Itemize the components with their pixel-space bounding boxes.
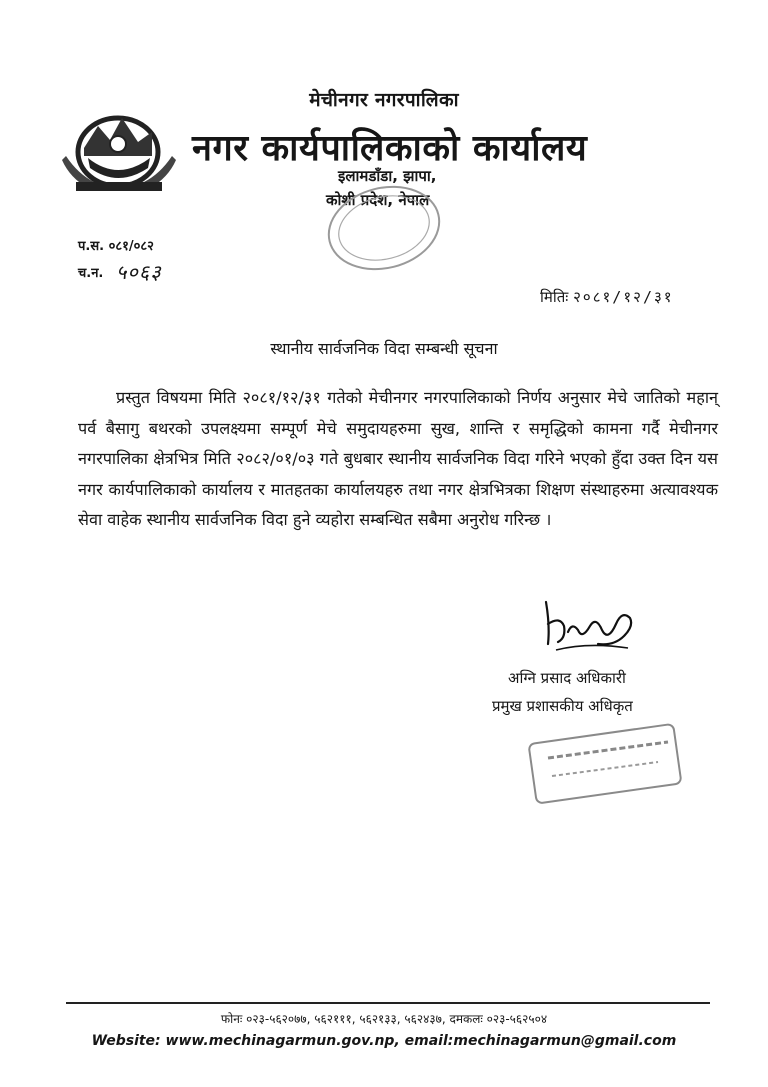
office-seal-icon [318,176,448,276]
notice-subject: स्थानीय सार्वजनिक विदा सम्बन्धी सूचना [270,339,498,358]
date-value: २०८१/१२/३१ [573,288,674,306]
address-line-1: इलामडाँडा, झापा, [338,167,437,185]
dispatch-number: ५०६३ [116,260,162,284]
municipality-name: मेचीनगर नगरपालिका [309,89,459,111]
dispatch-label: च.न. [78,266,104,281]
handwritten-signature [538,596,638,658]
footer-divider [66,1002,710,1004]
footer-phone-line: फोनः ०२३-५६२०७७, ५६२१११, ५६२१३३, ५६२४३७, दमकलः ०२३-५६२५०४ [220,1012,548,1026]
fiscal-year-ref: प.स. ०८१/०८२ [78,239,154,254]
signatory-stamp-icon [518,716,688,816]
date-label: मितिः [540,288,569,306]
footer-website-email: Website: www.mechinagarmun.gov.np, email:mechinagarmun@gmail.com [91,1033,677,1049]
signatory-title: प्रमुख प्रशासकीय अधिकृत [492,697,633,715]
address-line-2: कोशी प्रदेश, नेपाल [326,191,430,209]
signatory-name: अग्नि प्रसाद अधिकारी [508,669,626,687]
date-line [540,287,674,307]
office-title: नगर कार्यपालिकाको कार्यालय [192,128,588,169]
notice-body: प्रस्तुत विषयमा मिति २०८१/१२/३१ गतेको मेचीनगर नगरपालिकाको निर्णय अनुसार मेचे जातिको महान् पर्व बैसागु बथरको उपलक्ष्यमा सम्पूर्ण मेचे समुदायहरुमा सुख, शान्ति र समृद्धिको कामना गर्दै मेचीनगर नगरपालिका क्षेत्रभित्र मिति २०८२/०१/०३ गते बुधबार स्थानीय सार्वजनिक विदा गरिने भएको हुँदा उक्त दिन यस नगर कार्यपालिकाको कार्यालय र मातहतका कार्यालयहरु तथा नगर क्षेत्रभित्रका शिक्षण संस्थाहरुमा अत्यावश्यक सेवा वाहेक स्थानीय सार्वजनिक विदा हुने व्यहोरा सम्बन्धित सबैमा अनुरोध गरिन्छ । [78,388,718,529]
